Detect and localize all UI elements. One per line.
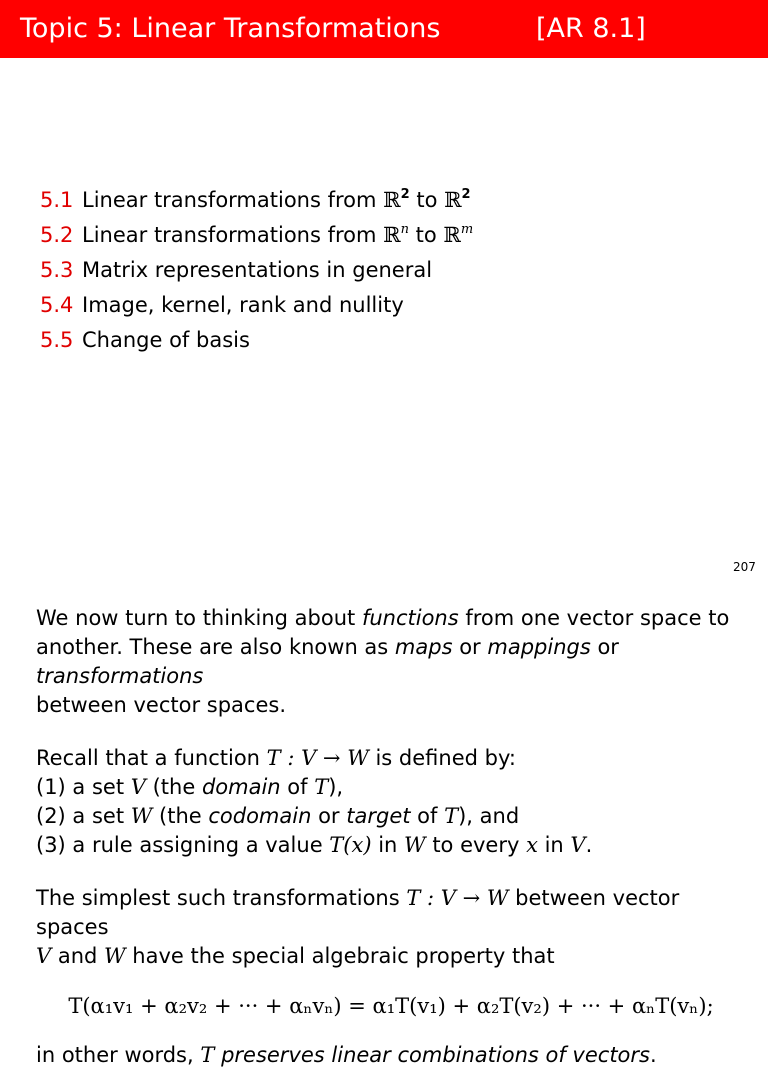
toc-number: 5.3 [40,258,74,282]
slide-title: Topic 5: Linear Transformations [20,13,441,44]
text: or [311,804,347,828]
text: have the special algebraic property that [125,944,555,968]
emphasis: transformations [36,664,204,688]
real-space-symbol: ℝ [383,223,401,247]
math: T [200,1043,215,1067]
topic-contents-list [40,183,473,358]
toc-item [40,288,473,323]
intro-paragraph [36,604,746,720]
math: W [104,944,126,968]
toc-text: to [408,223,444,247]
emphasis: target [346,804,411,828]
text: in other words, [36,1043,201,1067]
text: . [649,1043,657,1067]
text: in [371,833,405,857]
simplest-paragraph [36,884,746,971]
text [214,1043,221,1067]
emphasis: domain [201,775,281,799]
text: (3) a rule assigning a value [36,833,330,857]
emphasis: functions [361,606,459,630]
text: . [585,833,593,857]
math: x [526,833,538,857]
toc-item [40,218,473,253]
toc-text: to [409,188,445,212]
dimension: 2 [400,187,410,202]
math: T : V → W [266,746,369,770]
text: between vector spaces. [36,693,286,717]
toc-text: Image, kernel, rank and nullity [82,293,404,317]
emphasis: preserves linear combinations of vectors [221,1043,650,1067]
text: We now turn to thinking about [36,606,362,630]
text: and [51,944,105,968]
slide-header [0,0,768,58]
text: The simplest such transformations [36,886,407,910]
math: V [130,775,146,799]
dimension: 2 [461,187,471,202]
toc-number: 5.2 [40,223,74,247]
section-reference: [AR 8.1] [536,13,646,44]
emphasis: maps [394,635,453,659]
toc-item [40,183,473,218]
toc-number: 5.5 [40,328,74,352]
math: T(x) [329,833,372,857]
toc-text: Change of basis [82,328,250,352]
text: to every [425,833,527,857]
text: (the [152,804,209,828]
real-space-symbol: ℝ [443,223,461,247]
math: T [314,775,329,799]
emphasis: codomain [208,804,312,828]
text: or [590,635,619,659]
math: V [570,833,586,857]
toc-number: 5.4 [40,293,74,317]
page-number: 207 [733,560,756,574]
text: Recall that a function [36,746,267,770]
math: W [404,833,426,857]
text: ), and [458,804,520,828]
toc-item [40,323,473,358]
linearity-equation: T(α₁v₁ + α₂v₂ + ··· + αₙvₙ) = α₁T(v₁) + α₂T(v₂) + ··· + αₙT(vₙ); [68,994,714,1018]
text: between vector spaces [36,886,680,939]
text: another. These are also known as [36,635,395,659]
real-space-symbol: ℝ [444,188,462,212]
text: from one vector space to [458,606,730,630]
emphasis: mappings [487,635,591,659]
text: (1) a set [36,775,131,799]
text: (2) a set [36,804,131,828]
text: or [452,635,488,659]
toc-text: Linear transformations from [82,188,384,212]
slide-body [36,604,746,1070]
toc-number: 5.1 [40,188,74,212]
text: ), [328,775,344,799]
math: V [36,944,52,968]
text: (the [145,775,202,799]
math: T : V → W [406,886,509,910]
text: of [280,775,315,799]
real-space-symbol: ℝ [383,188,401,212]
math: W [130,804,153,828]
text: of [410,804,445,828]
dimension: m [460,222,474,237]
dimension: n [400,222,409,237]
recall-paragraph [36,744,746,860]
toc-item [40,253,473,288]
toc-text: Linear transformations from [82,223,384,247]
conclusion-paragraph [36,1041,746,1070]
text: in [537,833,571,857]
math: T [444,804,459,828]
text: is defined by: [368,746,516,770]
toc-text: Matrix representations in general [82,258,433,282]
